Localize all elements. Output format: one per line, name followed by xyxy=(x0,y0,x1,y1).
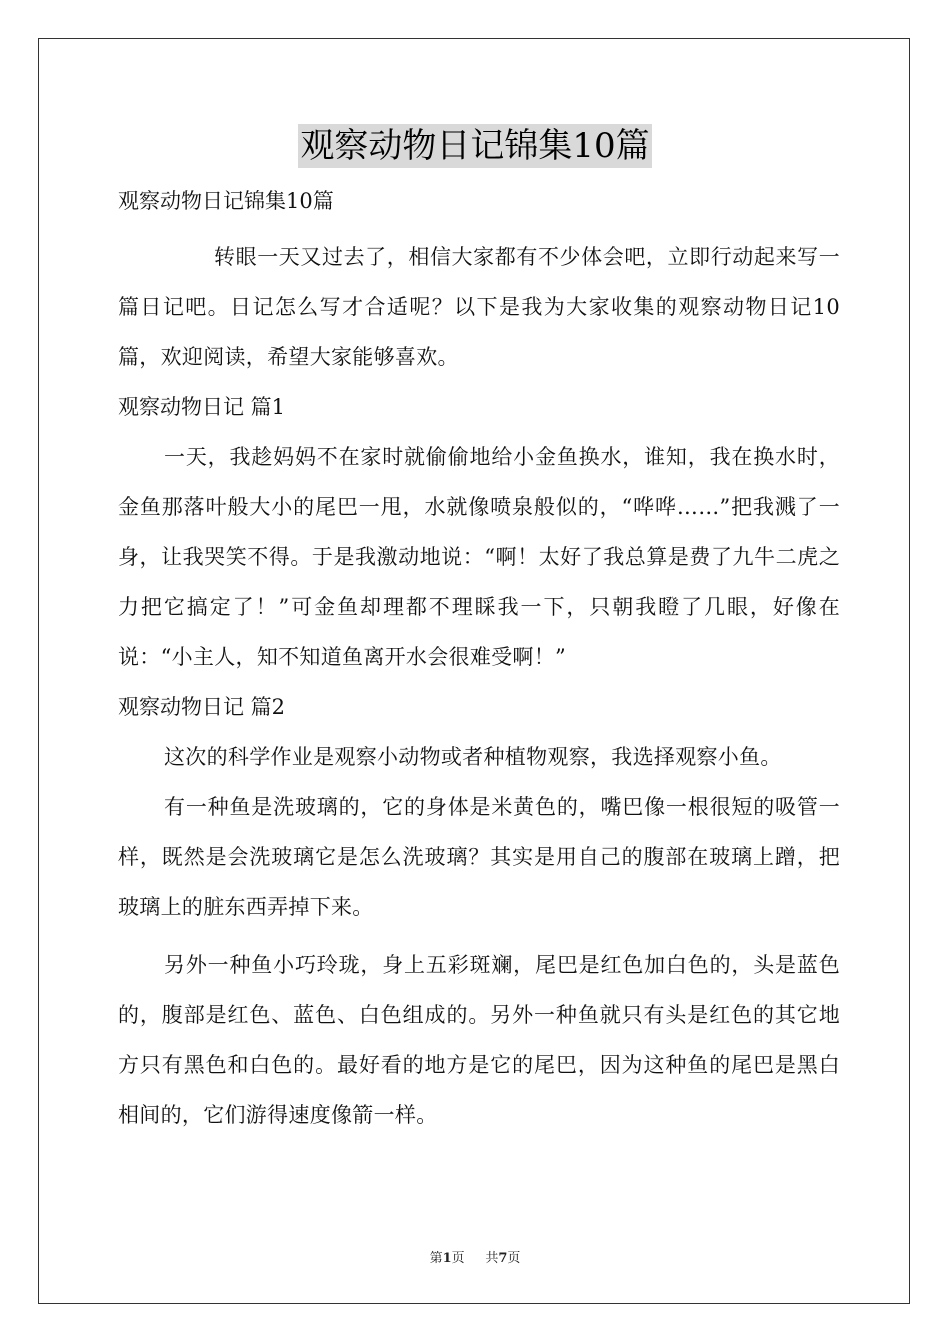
page-current-number: 1 xyxy=(442,1251,452,1266)
section-heading-2: 观察动物日记 篇2 xyxy=(118,695,286,719)
total-label-suffix: 页 xyxy=(507,1251,521,1266)
document-subtitle: 观察动物日记锦集10篇 xyxy=(118,189,334,213)
document-title-container xyxy=(0,124,950,168)
document-title: 观察动物日记锦集10篇 xyxy=(300,126,650,166)
intro-paragraph: 转眼一天又过去了，相信大家都有不少体会吧，立即行动起来写一篇日记吧。日记怎么写才合适呢？以下是我为大家收集的观察动物日记10篇，欢迎阅读，希望大家能够喜欢。 xyxy=(118,245,840,369)
section-heading-1: 观察动物日记 篇1 xyxy=(118,395,286,419)
total-label-prefix: 共 xyxy=(485,1251,499,1266)
section-2-paragraph-3: 另外一种鱼小巧玲珑，身上五彩斑斓，尾巴是红色加白色的，头是蓝色的，腹部是红色、蓝色、白色组成的。另外一种鱼就只有头是红色的其它地方只有黑色和白色的。最好看的地方是它的尾巴，因为这种鱼的尾巴是黑白相间的，它们游得速度像箭一样。 xyxy=(118,953,840,1127)
page-label-suffix: 页 xyxy=(451,1251,465,1266)
section-2-paragraph-1: 这次的科学作业是观察小动物或者种植物观察，我选择观察小鱼。 xyxy=(164,745,782,769)
page-label-prefix: 第 xyxy=(429,1251,443,1266)
section-2-paragraph-2: 有一种鱼是洗玻璃的，它的身体是米黄色的，嘴巴像一根很短的吸管一样，既然是会洗玻璃它是怎么洗玻璃？其实是用自己的腹部在玻璃上蹭，把玻璃上的脏东西弄掉下来。 xyxy=(118,795,840,919)
page-footer xyxy=(0,1247,950,1266)
page-total-number: 7 xyxy=(498,1251,508,1266)
section-1-paragraph-1: 一天，我趁妈妈不在家时就偷偷地给小金鱼换水，谁知，我在换水时，金鱼那落叶般大小的尾巴一甩，水就像喷泉般似的，“哗哗……”把我溅了一身，让我哭笑不得。于是我激动地说：“啊！太好了我总算是费了九牛二虎之力把它搞定了！”可金鱼却理都不理睬我一下，只朝我瞪了几眼，好像在说：“小主人，知不知道鱼离开水会很难受啊！” xyxy=(118,445,840,669)
document-body xyxy=(118,178,840,1140)
